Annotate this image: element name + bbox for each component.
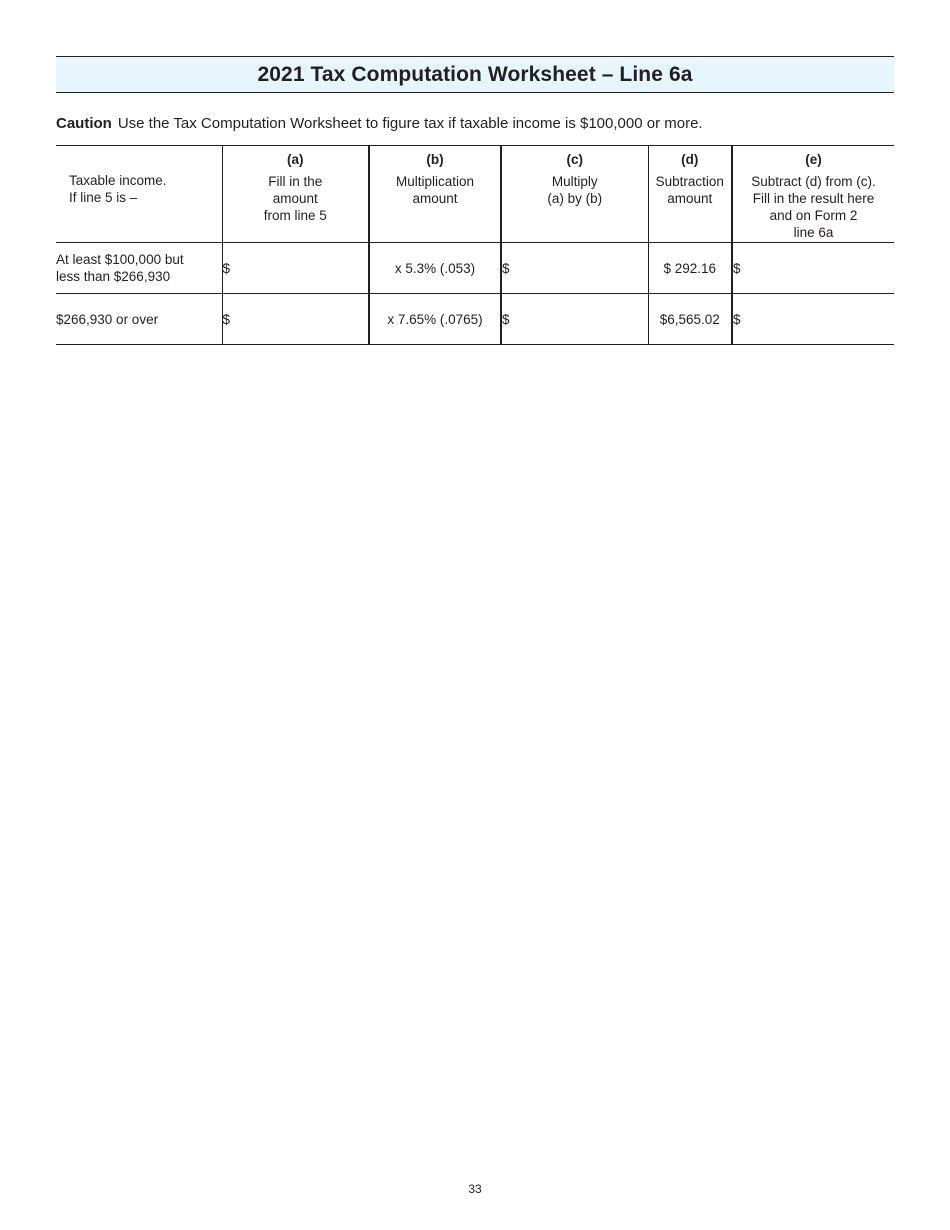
column-letter: (b) [426,152,444,167]
cell-column-c[interactable]: $ [501,243,648,294]
cell-column-c[interactable]: $ [501,294,648,345]
column-description: Multiplication amount [395,174,475,206]
column-letter: (a) [287,152,304,167]
cell-column-b: x 7.65% (.0765) [369,294,501,345]
worksheet-title-bar [56,56,894,93]
cell-column-a[interactable]: $ [222,243,369,294]
row-income-range: At least $100,000 but less than $266,930 [56,243,222,294]
cell-column-d: $6,565.02 [648,294,732,345]
header-column-a [222,146,369,243]
table-header-row [56,146,894,243]
table-row [56,243,894,294]
header-column-b [369,146,501,243]
tax-computation-table [56,145,894,345]
cell-column-b: x 5.3% (.053) [369,243,501,294]
cell-column-e[interactable]: $ [732,294,894,345]
header-taxable-income: Taxable income. If line 5 is – [56,146,222,243]
header-column-e [732,146,894,243]
row-income-range: $266,930 or over [56,294,222,345]
cell-column-d: $ 292.16 [648,243,732,294]
caution-note [56,115,894,133]
column-description: Multiply (a) by (b) [547,174,603,206]
caution-label: Caution [56,115,112,132]
header-column-d [648,146,732,243]
cell-column-e[interactable]: $ [732,243,894,294]
header-column-c [501,146,648,243]
column-description: Fill in the amount from line 5 [263,174,327,223]
column-letter: (d) [681,152,699,167]
column-letter: (c) [566,152,583,167]
worksheet-title: 2021 Tax Computation Worksheet – Line 6a [257,62,693,86]
column-letter: (e) [805,152,822,167]
page-number: 33 [468,1182,482,1196]
caution-text: Use the Tax Computation Worksheet to figure tax if taxable income is $100,000 or more. [117,115,703,132]
cell-column-a[interactable]: $ [222,294,369,345]
column-description: Subtraction amount [655,174,724,206]
table-row [56,294,894,345]
column-description: Subtract (d) from (c). Fill in the result here and on Form 2 line 6a [751,174,876,240]
